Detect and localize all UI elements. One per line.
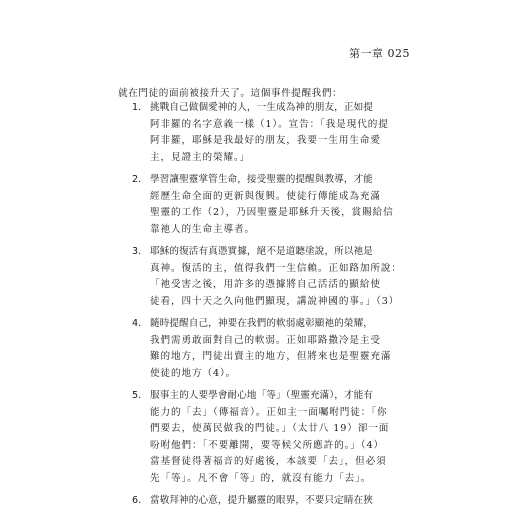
list-item-number: 1. xyxy=(132,102,142,113)
text-line: 學習讓聖靈掌管生命，接受聖靈的提醒與教導，才能 xyxy=(150,174,373,185)
text-line: 服事主的人要學會耐心地「等」（聖靈充滿），才能有 xyxy=(150,390,374,401)
text-line: 聖靈的工作（2），乃因聖靈是耶穌升天後，賞賜給信 xyxy=(150,207,394,218)
text-line: 能力的「去」（傳福音）。正如主一面囑咐門徒：「你 xyxy=(150,406,388,418)
list-item xyxy=(132,244,432,310)
text-line: 們要去，使萬民做我的門徒。」（太廿八 19）卻一面 xyxy=(150,423,390,434)
list-item-number: 3. xyxy=(132,246,142,257)
text-line: 我們需勇敢面對自己的軟弱。正如耶路撒冷是主受 xyxy=(150,334,381,346)
list-item xyxy=(132,172,432,238)
text-line: 真神。復活的主，值得我們一生信賴。正如路加所說： xyxy=(150,262,402,274)
list-item xyxy=(132,388,432,487)
list-item xyxy=(132,316,432,382)
text-line: 當敬拜神的心意，提升屬靈的眼界，不要只定睛在狹 xyxy=(150,495,373,506)
text-line: 耶穌的復活有真憑實據，絕不是道聽塗說，所以祂是 xyxy=(150,246,373,257)
text-line: 吩咐他們：「不要離開，要等候父所應許的。」（4） xyxy=(150,439,384,451)
text-line: 徒看，四十天之久向他們顯現，講說神國的事。」（3） xyxy=(150,295,400,307)
text-line: 阿非羅，耶穌是我最好的朋友，我要一生用生命愛 xyxy=(150,135,381,146)
text-line: 挑戰自己做個愛神的人，一生成為神的朋友，正如提 xyxy=(150,102,373,113)
text-line: 主，見證主的榮耀。」 xyxy=(150,151,251,163)
list-item-number: 5. xyxy=(132,390,142,401)
list-item-number: 4. xyxy=(132,318,142,329)
list-item xyxy=(132,100,432,166)
list-item-number: 2. xyxy=(132,174,142,185)
text-line: 「祂受害之後，用許多的憑據將自己活活的顯給使 xyxy=(150,279,381,290)
text-line: 經歷生命全面的更新與復興。使徒行傳能成為充滿 xyxy=(150,190,381,202)
text-line: 先「等」。凡不會「等」的，就沒有能力「去」。 xyxy=(150,472,372,484)
list-item-number: 6. xyxy=(132,495,142,506)
running-head: 第一章 025 xyxy=(349,47,410,60)
text-line: 使徒的地方（4）。 xyxy=(150,367,237,379)
text-line: 當基督徒得著福音的好處後，本該要「去」，但必須 xyxy=(150,456,387,467)
intro-paragraph: 就在門徒的面前被接升天了。這個事件提醒我們： xyxy=(118,88,343,99)
numbered-list xyxy=(132,100,432,516)
text-line: 隨時提醒自己，神要在我們的軟弱處彰顯祂的榮耀， xyxy=(150,318,373,329)
text-line: 難的地方，門徒出賣主的地方，但將來也是聖靈充滿 xyxy=(150,351,392,362)
text-line: 靠祂人的生命主導者。 xyxy=(150,223,255,235)
list-item xyxy=(132,493,432,510)
text-line: 阿非羅的名字意義一樣（1）。宣告：「我是現代的提 xyxy=(150,118,389,130)
